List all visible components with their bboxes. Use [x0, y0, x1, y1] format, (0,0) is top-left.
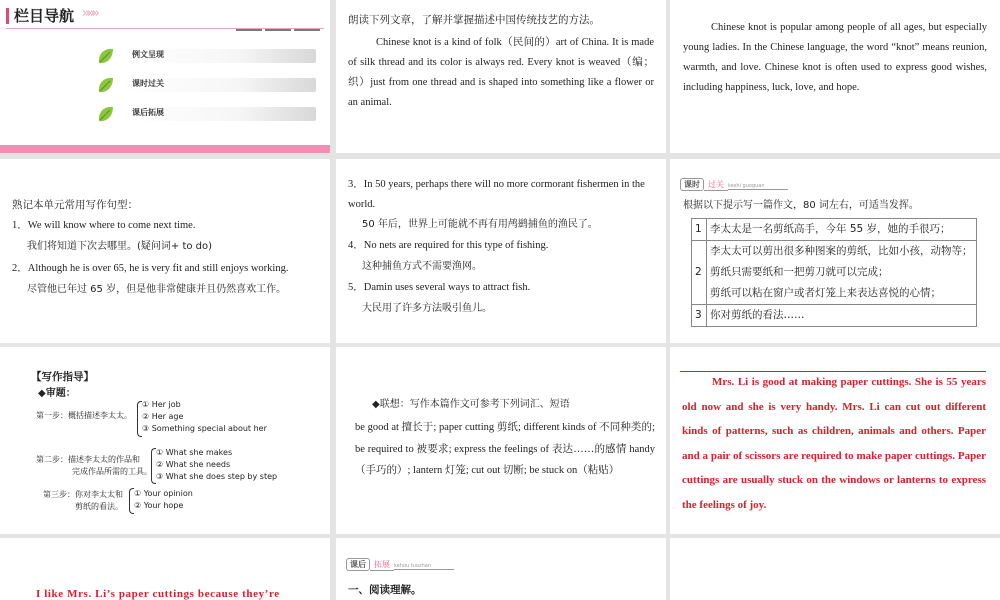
slide-heading: 朗读下列文章，了解并掌握描述中国传统技艺的方法。: [348, 14, 600, 26]
footer-bar: [0, 145, 330, 153]
step-item: ③ Something special about her: [142, 424, 267, 433]
step-label-line: 完成作品所需的工具。: [72, 467, 152, 476]
sentence-zh: 50 年后，世界上可能就不再有用鸬鹚捕鱼的渔民了。: [362, 219, 598, 230]
sentence-en: 4．No nets are required for this type of fishing.: [348, 240, 549, 251]
nav-header: [0, 0, 330, 30]
nav-item-label: 课后拓展: [132, 108, 164, 117]
tag-pinyin: kehou tuozhan: [394, 563, 454, 570]
step-item: ① Your opinion: [134, 489, 193, 498]
section-tag: [346, 558, 454, 571]
row-line: 李太太是一名剪纸高手，今年 55 岁，她的手很巧；: [710, 223, 951, 235]
sentence-en: 3．In 50 years, perhaps there will no more cormorant fishermen in the world.: [348, 179, 645, 210]
nav-item-bar: [120, 107, 316, 121]
chevron-right-icon: »»»: [82, 6, 97, 21]
row-number: 3: [692, 305, 707, 327]
step-label-line: 剪纸的看法。: [75, 502, 123, 511]
row-number: 2: [692, 241, 707, 305]
model-essay-continued: I like Mrs. Li’s paper cuttings because they’re: [36, 588, 280, 600]
nav-item-label: 课时过关: [132, 79, 164, 88]
sentence-en: 2．Although he is over 65, he is very fit and still enjoys working.: [12, 263, 289, 274]
row-line: 你对剪纸的看法……: [710, 309, 805, 321]
header-divider: [6, 28, 324, 29]
nav-item-practice[interactable]: [96, 75, 296, 97]
vocabulary-list: be good at 擅长于; paper cutting 剪纸; different kinds of 不同种类的; be required to 被要求; express the feelings of 表达……的感情 handy（手巧的）; lantern 灯笼; cut out 切断; be stuck on（粘贴）: [355, 422, 655, 476]
slide-sentence-patterns-2[interactable]: [336, 159, 666, 343]
step-label-line: 第二步：描述李太太的作品和: [36, 455, 140, 464]
instruction: 根据以下提示写一篇作文，80 词左右，可适当发挥。: [683, 200, 919, 211]
sentence-zh: 我们将知道下次去哪里。(疑问词+ to do): [27, 241, 213, 252]
paragraph: Chinese knot is popular among people of all ages, but especially young ladies. In the Chinese language, the word “knot” means reunion, warmth, and love. Chinese knot is often used to express good wishes, including happiness, luck, love, and hope.: [683, 22, 987, 93]
row-line: 剪纸只需要纸和一把剪刀就可以完成；: [710, 266, 889, 278]
nav-title: 栏目导航: [14, 7, 75, 25]
sentence-zh: 尽管他已年过 65 岁，但是他非常健康并且仍然喜欢工作。: [27, 284, 287, 295]
nav-item-label: 例文呈现: [132, 50, 164, 59]
section-tag: [680, 178, 788, 191]
step-items: [142, 399, 267, 435]
row-line: 李太太可以剪出很多种图案的剪纸，比如小孩，动物等；: [710, 245, 973, 257]
step-item: ① Her job: [142, 400, 181, 409]
leaf-icon: [96, 46, 116, 66]
tag-label: 拓展: [370, 559, 394, 571]
table-row: [692, 305, 977, 327]
slide-model-essay-cont[interactable]: [0, 538, 330, 600]
slide-heading: 一、阅读理解。: [348, 584, 422, 596]
prompt-table: [691, 218, 977, 327]
slide-heading: 熟记本单元常用写作句型：: [12, 199, 138, 211]
nav-item-bar: [120, 49, 316, 63]
nav-item-extension[interactable]: [96, 104, 296, 126]
table-row: [692, 219, 977, 241]
slide-writing-task[interactable]: [670, 159, 1000, 343]
slide-heading: ◆联想：写作本篇作文可参考下列词汇、短语: [372, 399, 570, 410]
slide-nav[interactable]: [0, 0, 330, 153]
step-item: ① What she makes: [156, 448, 233, 457]
step-item: ② What she needs: [156, 460, 231, 469]
slide-blank[interactable]: [670, 538, 1000, 600]
slide-sentence-patterns-1[interactable]: [0, 159, 330, 343]
slide-model-essay[interactable]: [670, 347, 1000, 534]
step-label-line: 第三步：你对李太太和: [43, 490, 123, 499]
slide-writing-guide[interactable]: [0, 347, 330, 534]
step-label: [36, 454, 152, 478]
nav-item-bar: [120, 78, 316, 92]
step-item: ③ What she does step by step: [156, 472, 278, 481]
model-essay: Mrs. Li is good at making paper cuttings. She is 55 years old now and she is very handy. Mrs. Li can cut out different kinds of patterns, such as children, animals and others. Paper and a pair of scissors are required to make paper cuttings. Paper cuttings are usually stuck on the windows or lanterns to express the feelings of joy.: [682, 376, 986, 511]
sentence-zh: 大民用了许多方法吸引鱼儿。: [362, 303, 492, 314]
row-cell: [707, 305, 977, 327]
leaf-icon: [96, 104, 116, 124]
slide-reading-2[interactable]: [670, 0, 1000, 153]
sentence-en: 1．We will know where to come next time.: [12, 220, 196, 231]
slide-heading: 【写作指导】: [31, 371, 94, 383]
sentence-zh: 这种捕鱼方式不需要渔网。: [362, 261, 482, 272]
sub-heading: ◆审题：: [38, 388, 76, 399]
row-cell: [707, 219, 977, 241]
table-row: [692, 241, 977, 305]
paragraph: Chinese knot is a kind of folk（民间的）art of China. It is made of silk thread and its color is always red. Every knot is weaved（编；织）just from one thread and is shaped into something like a flower or an animal.: [348, 37, 654, 108]
step-label: 第一步：概括描述李太太。: [36, 411, 132, 420]
decorative-lines: [236, 18, 323, 36]
step-label: [43, 489, 123, 513]
step-items: [156, 447, 277, 483]
title-accent-bar: [6, 8, 9, 24]
nav-item-example[interactable]: [96, 46, 296, 68]
step-item: ② Her age: [142, 412, 184, 421]
row-cell: [707, 241, 977, 305]
sentence-en: 5．Damin uses several ways to attract fish.: [348, 282, 531, 293]
tag-pinyin: keshi guoguan: [728, 183, 788, 190]
slide-extension[interactable]: [336, 538, 666, 600]
tag-label: 过关: [704, 179, 728, 191]
step-item: ② Your hope: [134, 501, 184, 510]
slide-reading-1[interactable]: [336, 0, 666, 153]
step-items: [134, 488, 193, 512]
row-number: 1: [692, 219, 707, 241]
leaf-icon: [96, 75, 116, 95]
tag-box: 课后: [346, 558, 370, 571]
slide-vocabulary[interactable]: [336, 347, 666, 534]
tag-box: 课时: [680, 178, 704, 191]
row-line: 剪纸可以粘在窗户或者灯笼上来表达喜悦的心情；: [710, 287, 941, 299]
